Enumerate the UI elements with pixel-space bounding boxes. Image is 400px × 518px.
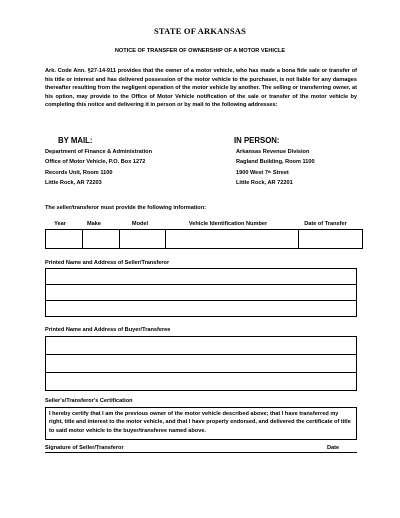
signature-line[interactable] [45, 452, 357, 453]
certification-label: Seller's/Transferor's Certification [45, 398, 133, 404]
column-header-model: Model [131, 221, 149, 227]
column-header-vin: Vehicle Identification Number [188, 221, 268, 227]
by-mail-heading: BY MAIL: [58, 136, 93, 145]
street-suffix: Street [271, 169, 289, 176]
by-mail-line: Office of Motor Vehicle, P.O. Box 1272 [45, 159, 146, 166]
by-mail-line: Records Unit, Room 1100 [45, 169, 113, 176]
signature-label: Signature of Seller/Transferor [45, 445, 124, 451]
buyer-section-label: Printed Name and Address of Buyer/Transferee [45, 327, 171, 333]
date-of-transfer-field[interactable] [299, 230, 363, 249]
in-person-address [236, 147, 315, 188]
in-person-line: Little Rock, AR 72201 [236, 179, 293, 186]
buyer-address-line[interactable] [46, 355, 357, 373]
column-header-make: Make [87, 221, 101, 227]
seller-section-label: Printed Name and Address of Seller/Transferor [45, 260, 170, 266]
buyer-address-line[interactable] [46, 337, 357, 355]
model-field[interactable] [120, 230, 166, 249]
date-label: Date [327, 445, 340, 451]
seller-address-line[interactable] [46, 285, 357, 301]
ordinal-suffix: th [267, 169, 272, 174]
vehicle-info-table [45, 229, 363, 249]
vin-field[interactable] [166, 230, 299, 249]
certification-statement: I hereby certify that I am the previous owner of the motor vehicle described above; that I have transferred my right, title and interest to the motor vehicle, and that I have properly endorsed, and delivered the certificate of title to said motor vehicle to the buyer/transferee named above. [45, 407, 357, 440]
by-mail-address [45, 147, 152, 188]
buyer-address-line[interactable] [46, 373, 357, 391]
buyer-address-table [45, 336, 357, 391]
by-mail-line: Little Rock, AR 72203 [45, 179, 102, 186]
vehicle-info-label: The seller/transferor must provide the following information: [45, 205, 206, 211]
seller-address-line[interactable] [46, 301, 357, 317]
seller-address-table [45, 268, 357, 317]
in-person-heading: IN PERSON: [234, 136, 280, 145]
street-number: 1900 West 7 [236, 169, 268, 176]
in-person-line: Ragland Building, Room 1100 [236, 159, 315, 166]
column-header-year: Year [54, 221, 66, 227]
form-state-title: STATE OF ARKANSAS [153, 26, 247, 36]
intro-paragraph: Ark. Code Ann. §27-14-911 provides that the owner of a motor vehicle, who has made a bona fide sale or transfer of his title or interest and has delivered possession of the motor vehicle to the purchaser, is not liable for any damages thereafter resulting from the negligent operation of the motor vehicle by another. The selling or transferring owner, at his option, may provide to the Office of Motor Vehicle notification of the sale or transfer of the motor vehicle by completing this notice and delivering it in person or by mail to the following addresses: [45, 68, 357, 109]
by-mail-line: Department of Finance & Administration [45, 149, 153, 155]
in-person-line: Arkansas Revenue Division [236, 149, 310, 155]
make-field[interactable] [83, 230, 120, 249]
in-person-line [236, 168, 315, 178]
seller-address-line[interactable] [46, 269, 357, 285]
column-header-date-of-transfer: Date of Transfer [304, 221, 347, 227]
year-field[interactable] [46, 230, 83, 249]
form-subtitle: NOTICE OF TRANSFER OF OWNERSHIP OF A MOTOR VEHICLE [114, 48, 286, 54]
